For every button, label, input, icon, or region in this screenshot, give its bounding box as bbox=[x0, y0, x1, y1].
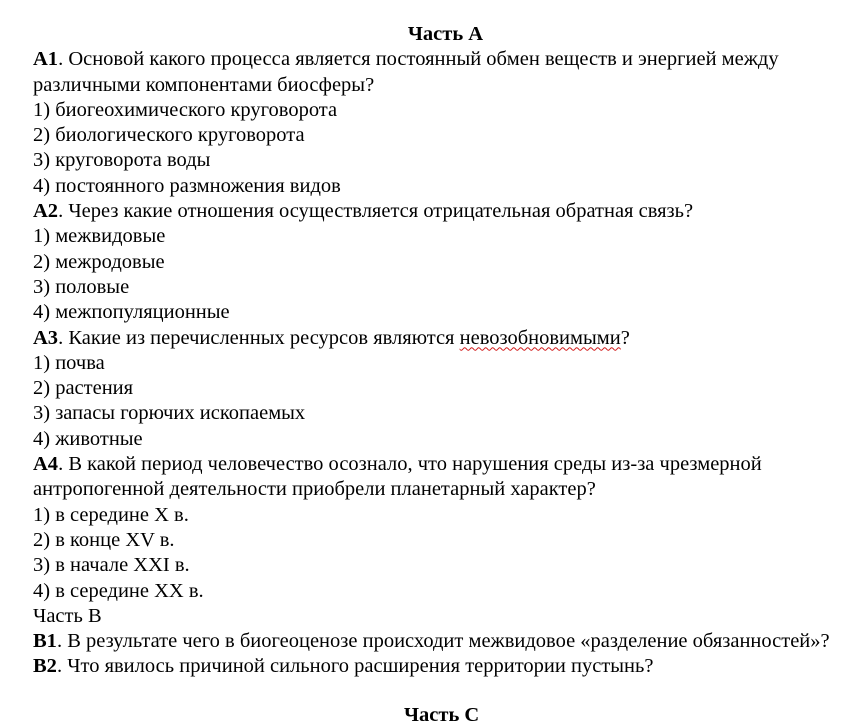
answer-option: 4) постоянного размножения видов bbox=[33, 174, 341, 197]
question-number: А1 bbox=[33, 48, 59, 71]
question-number: А4 bbox=[33, 453, 59, 476]
answer-option: 4) межпопуляционные bbox=[33, 301, 230, 324]
answer-option: 3) в начале XXI в. bbox=[33, 554, 190, 577]
spellcheck-underlined-word: невозобновимыми bbox=[459, 326, 621, 349]
question-text: . Через какие отношения осуществляется отрицательная обратная связь? bbox=[58, 200, 694, 223]
question-text-end: ? bbox=[620, 326, 630, 349]
question-number: В1 bbox=[33, 630, 57, 653]
answer-option: 3) половые bbox=[33, 275, 130, 298]
question-number: В2 bbox=[33, 655, 57, 678]
answer-option: 1) почва bbox=[33, 351, 105, 374]
question-text: . В результате чего в биогеоценозе происходит межвидовое «разделение обязанностей»? bbox=[56, 630, 830, 653]
answer-option: 2) в конце XV в. bbox=[33, 528, 175, 551]
document-page bbox=[33, 22, 853, 680]
question-text: . Какие из перечисленных ресурсов являются bbox=[58, 326, 460, 349]
part-b-title: Часть В bbox=[33, 604, 102, 627]
question-text: . Основой какого процесса является постоянный обмен веществ и энергией между различными компонентами биосферы? bbox=[33, 48, 779, 96]
question-b1 bbox=[33, 629, 853, 654]
question-b2 bbox=[33, 654, 853, 679]
answer-option: 1) межвидовые bbox=[33, 225, 166, 248]
question-a4 bbox=[33, 452, 853, 503]
question-a3 bbox=[33, 326, 853, 351]
part-a-title: Часть А bbox=[407, 23, 484, 45]
answer-option: 4) животные bbox=[33, 427, 143, 450]
part-c-title-cutoff: Часть С bbox=[404, 704, 480, 726]
answer-option: 3) запасы горючих ископаемых bbox=[33, 402, 306, 425]
question-text: . Что явилось причиной сильного расширения территории пустынь? bbox=[56, 655, 654, 678]
answer-option: 1) биогеохимического круговорота bbox=[33, 98, 338, 121]
answer-option: 3) круговорота воды bbox=[33, 149, 211, 172]
question-number: А3 bbox=[33, 326, 59, 349]
answer-option: 1) в середине X в. bbox=[33, 503, 189, 526]
question-a2 bbox=[33, 199, 853, 224]
question-a1 bbox=[33, 47, 853, 98]
answer-option: 2) растения bbox=[33, 377, 134, 400]
answer-option: 2) биологического круговорота bbox=[33, 124, 305, 147]
answer-option: 2) межродовые bbox=[33, 250, 165, 273]
question-number: А2 bbox=[33, 200, 59, 223]
question-text: . В какой период человечество осознало, что нарушения среды из-за чрезмерной антропогенной деятельности приобрели планетарный характер? bbox=[33, 453, 762, 501]
answer-option: 4) в середине XX в. bbox=[33, 579, 204, 602]
